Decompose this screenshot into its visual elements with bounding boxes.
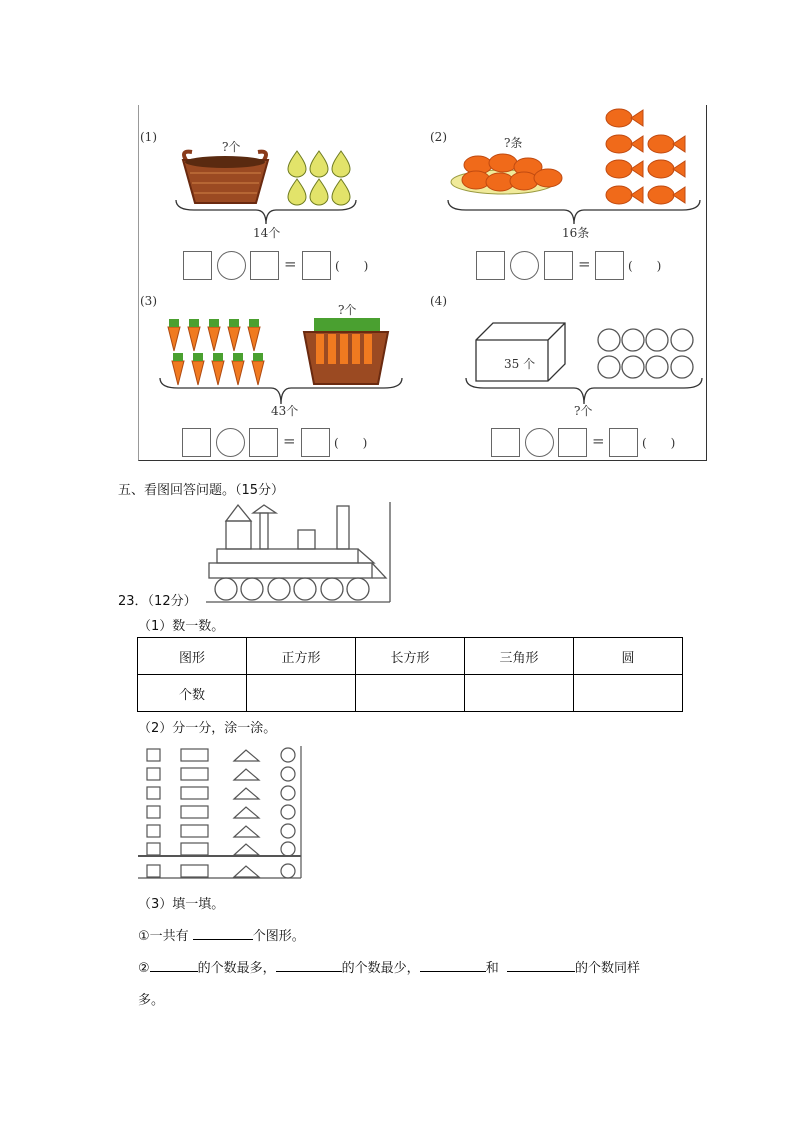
count-cell-circle[interactable] [574,675,683,712]
problem-2-total: 16条 [562,226,590,240]
answer-box[interactable] [476,251,505,280]
fill-line-2-end: 多。 [138,993,165,1008]
answer-box[interactable] [250,251,279,280]
answer-box[interactable] [302,251,331,280]
question-23-label: 23．（12分） [118,594,197,609]
problem-1-label: (1) [140,130,157,144]
fill-text: 的个数同样 [574,961,640,976]
problem-1-total: 14个 [253,226,281,240]
box-icon [475,322,567,382]
circles-group-icon [596,326,698,382]
plate-of-fish-icon [448,150,574,198]
table-header: 正方形 [247,638,356,675]
operator-circle[interactable] [217,251,246,280]
part-1-label: （1）数一数。 [138,619,225,634]
problem-3-question: ?个 [338,303,357,317]
table-header-row [138,638,683,675]
problem-2-label: (2) [430,130,447,144]
fill-text: ② [138,961,150,976]
section-5-heading: 五、看图回答问题。（15分） [118,483,285,498]
unit-paren[interactable]: ( ) [642,436,676,450]
shape-coloring-grid [138,746,304,880]
brace-1 [174,198,358,226]
blank-same-1[interactable] [420,971,486,972]
table-header: 三角形 [465,638,574,675]
blank-most[interactable] [150,971,198,972]
problem-4-label: (4) [430,294,447,308]
answer-box[interactable] [183,251,212,280]
problem-3-total: 43个 [271,404,299,418]
table-row [138,675,683,712]
fill-text: 和 [485,961,499,976]
train-figure [206,502,392,604]
fill-text: ①一共有 [138,929,189,944]
answer-box[interactable] [609,428,638,457]
answer-box[interactable] [491,428,520,457]
operator-circle[interactable] [525,428,554,457]
equals-sign: = [284,255,297,273]
count-cell-triangle[interactable] [465,675,574,712]
unit-paren[interactable]: ( ) [335,259,369,273]
operator-circle[interactable] [216,428,245,457]
blank-least[interactable] [276,971,342,972]
table-header: 图形 [138,638,247,675]
table-header: 圆 [574,638,683,675]
answer-box[interactable] [301,428,330,457]
answer-box[interactable] [544,251,573,280]
operator-circle[interactable] [510,251,539,280]
fill-text: 的个数最少， [341,961,420,976]
box-label: 35 个 [504,357,536,371]
blank-same-2[interactable] [507,971,575,972]
unit-paren[interactable]: ( ) [628,259,662,273]
problem-1-question: ?个 [222,140,241,154]
unit-paren[interactable]: ( ) [334,436,368,450]
row-label: 个数 [138,675,247,712]
answer-box[interactable] [558,428,587,457]
equals-sign: = [283,432,296,450]
blank-total[interactable] [193,939,253,940]
equals-sign: = [578,255,591,273]
count-table [137,637,683,712]
problem-4-total: ?个 [574,404,593,418]
problem-2-question: ?条 [504,136,523,150]
answer-box[interactable] [182,428,211,457]
fill-line-1 [138,925,305,944]
table-header: 长方形 [356,638,465,675]
count-cell-rectangle[interactable] [356,675,465,712]
fill-line-2 [138,957,640,976]
part-3-label: （3）填一填。 [138,897,225,912]
problem-3-label: (3) [140,294,157,308]
answer-box[interactable] [595,251,624,280]
fill-text: 个图形。 [252,929,305,944]
fill-text: 的个数最多， [197,961,276,976]
answer-box[interactable] [249,428,278,457]
part-2-label: （2）分一分，涂一涂。 [138,721,277,736]
equals-sign: = [592,432,605,450]
count-cell-square[interactable] [247,675,356,712]
fish-group-icon [603,106,695,208]
brace-2 [446,198,702,226]
